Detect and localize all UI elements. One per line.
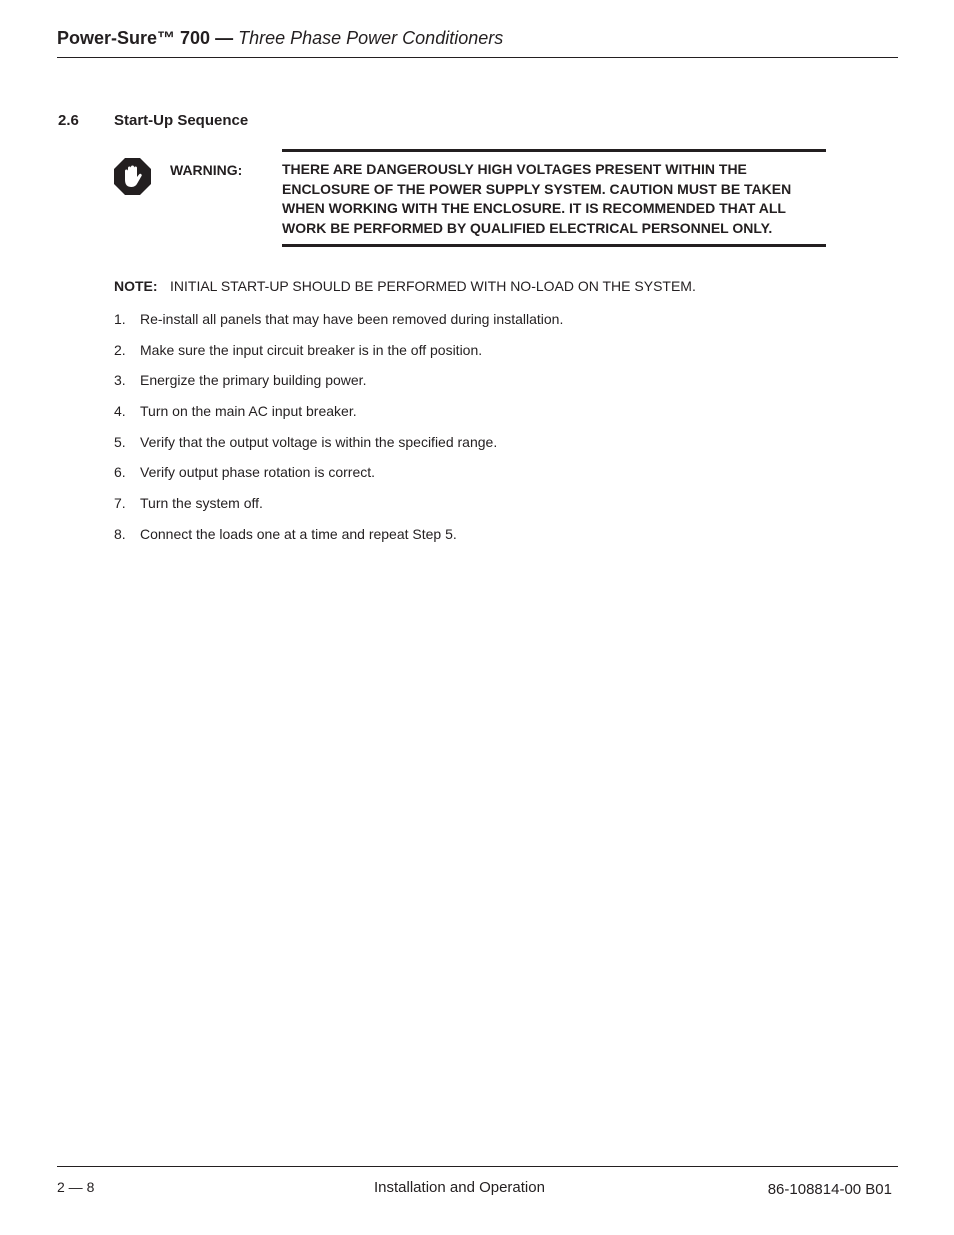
list-item xyxy=(114,372,563,403)
step-number: 7. xyxy=(114,495,126,512)
step-text: Connect the loads one at a time and repeat Step 5. xyxy=(140,525,457,542)
stop-hand-icon xyxy=(114,158,151,195)
step-number: 8. xyxy=(114,525,126,542)
section-heading xyxy=(58,112,248,129)
step-text: Turn on the main AC input breaker. xyxy=(140,403,357,420)
warning-box xyxy=(282,149,826,247)
section-number: 2.6 xyxy=(58,112,79,129)
step-number: 4. xyxy=(114,403,126,420)
list-item xyxy=(114,464,563,495)
list-item xyxy=(114,526,563,557)
step-text: Verify that the output voltage is within the specified range. xyxy=(140,433,498,450)
header-subtitle: Three Phase Power Conditioners xyxy=(238,28,504,48)
warning-text: THERE ARE DANGEROUSLY HIGH VOLTAGES PRESENT WITHIN THE ENCLOSURE OF THE POWER SUPPLY SYSTEM. CAUTION MUST BE TAKEN WHEN WORKING WITH THE ENCLOSURE. IT IS RECOMMENDED THAT ALL WORK BE PERFORMED BY QUALIFIED ELECTRICAL PERSONNEL ONLY. xyxy=(282,161,792,236)
step-number: 2. xyxy=(114,341,126,358)
step-text: Energize the primary building power. xyxy=(140,372,367,389)
list-item xyxy=(114,342,563,373)
startup-steps-list xyxy=(114,311,563,557)
list-item xyxy=(114,495,563,526)
section-title: Start-Up Sequence xyxy=(114,112,249,129)
warning-label: WARNING: xyxy=(170,162,243,178)
list-item xyxy=(114,311,563,342)
list-item xyxy=(114,403,563,434)
list-item xyxy=(114,434,563,465)
step-number: 5. xyxy=(114,433,126,450)
step-number: 1. xyxy=(114,311,126,327)
header-product: Power-Sure™ 700 xyxy=(57,28,211,48)
step-text: Make sure the input circuit breaker is in the off position. xyxy=(140,341,483,358)
page-number: 2 — 8 xyxy=(57,1179,95,1195)
note xyxy=(114,278,696,294)
document-number: 86-108814-00 B01 xyxy=(767,1181,892,1198)
step-number: 6. xyxy=(114,464,126,481)
page-footer xyxy=(57,1166,898,1207)
step-text: Turn the system off. xyxy=(140,495,263,512)
step-text: Verify output phase rotation is correct. xyxy=(140,464,376,481)
note-label: NOTE: xyxy=(114,278,158,294)
header-dash: — xyxy=(215,28,234,48)
footer-section-title: Installation and Operation xyxy=(374,1179,545,1196)
step-text: Re-install all panels that may have been removed during installation. xyxy=(140,311,564,327)
note-text: INITIAL START-UP SHOULD BE PERFORMED WITH NO-LOAD ON THE SYSTEM. xyxy=(170,278,696,294)
step-number: 3. xyxy=(114,372,126,389)
header-title xyxy=(57,27,898,49)
page-header xyxy=(57,27,898,58)
